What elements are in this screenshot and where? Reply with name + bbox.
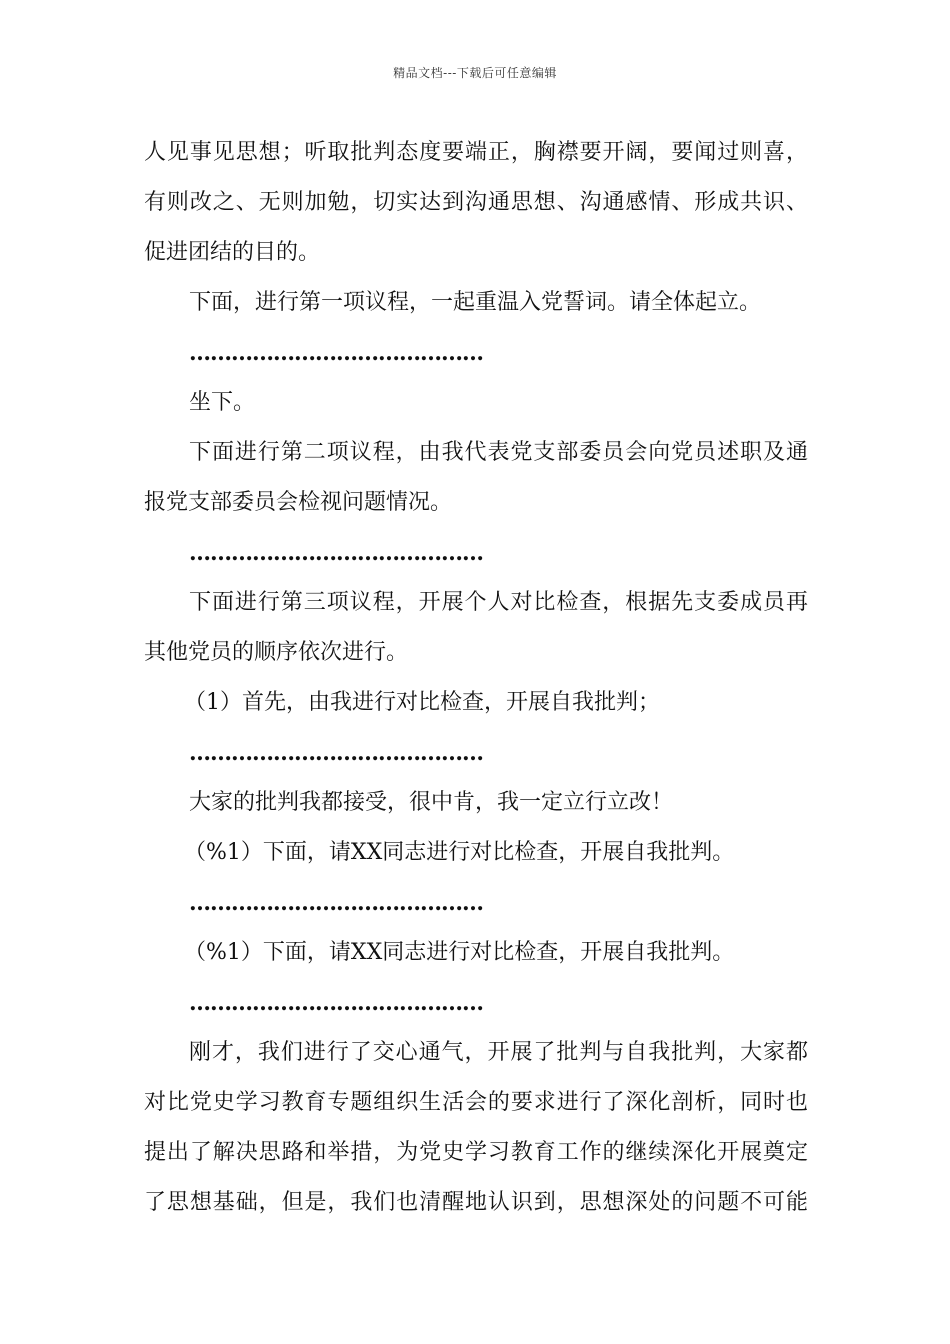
text-line: 坐下。: [189, 390, 256, 415]
text-line: 有则改之、无则加勉，切实达到沟通思想、沟通感情、形成共识、: [144, 190, 808, 215]
text-line: （%1）下面，请XX同志进行对比检查，开展自我批判。: [184, 840, 735, 865]
text-line: 其他党员的顺序依次进行。: [144, 640, 409, 665]
text-line: 对比党史学习教育专题组织生活会的要求进行了深化剖析，同时也: [144, 1090, 808, 1115]
text-line: 提出了解决思路和举措，为党史学习教育工作的继续深化开展奠定: [144, 1140, 808, 1165]
ellipsis-line: ……………………………………: [189, 990, 483, 1016]
ellipsis-line: ……………………………………: [189, 540, 483, 566]
text-line: （1）首先，由我进行对比检查，开展自我批判；: [184, 690, 660, 715]
text-line: 大家的批判我都接受，很中肯，我一定立行立改！: [189, 790, 674, 815]
text-line: 了思想基础，但是，我们也清醒地认识到，思想深处的问题不可能: [144, 1190, 808, 1215]
text-line: 促进团结的目的。: [144, 240, 321, 265]
ellipsis-line: ……………………………………: [189, 340, 483, 366]
ellipsis-line: ……………………………………: [189, 890, 483, 916]
text-line: 下面，进行第一项议程，一起重温入党誓词。请全体起立。: [189, 290, 762, 315]
text-line: 下面进行第二项议程，由我代表党支部委员会向党员述职及通: [189, 440, 808, 465]
text-line: 人见事见思想；听取批判态度要端正，胸襟要开阔，要闻过则喜，: [144, 140, 808, 165]
text-line: 刚才，我们进行了交心通气，开展了批判与自我批判，大家都: [189, 1040, 808, 1065]
ellipsis-line: ……………………………………: [189, 740, 483, 766]
text-line: （%1）下面，请XX同志进行对比检查，开展自我批判。: [184, 940, 735, 965]
text-line: 报党支部委员会检视问题情况。: [144, 490, 453, 515]
page-header: 精品文档---下载后可任意编辑: [393, 66, 557, 80]
document-body: [144, 128, 808, 1228]
text-line: 下面进行第三项议程，开展个人对比检查，根据先支委成员再: [189, 590, 808, 615]
